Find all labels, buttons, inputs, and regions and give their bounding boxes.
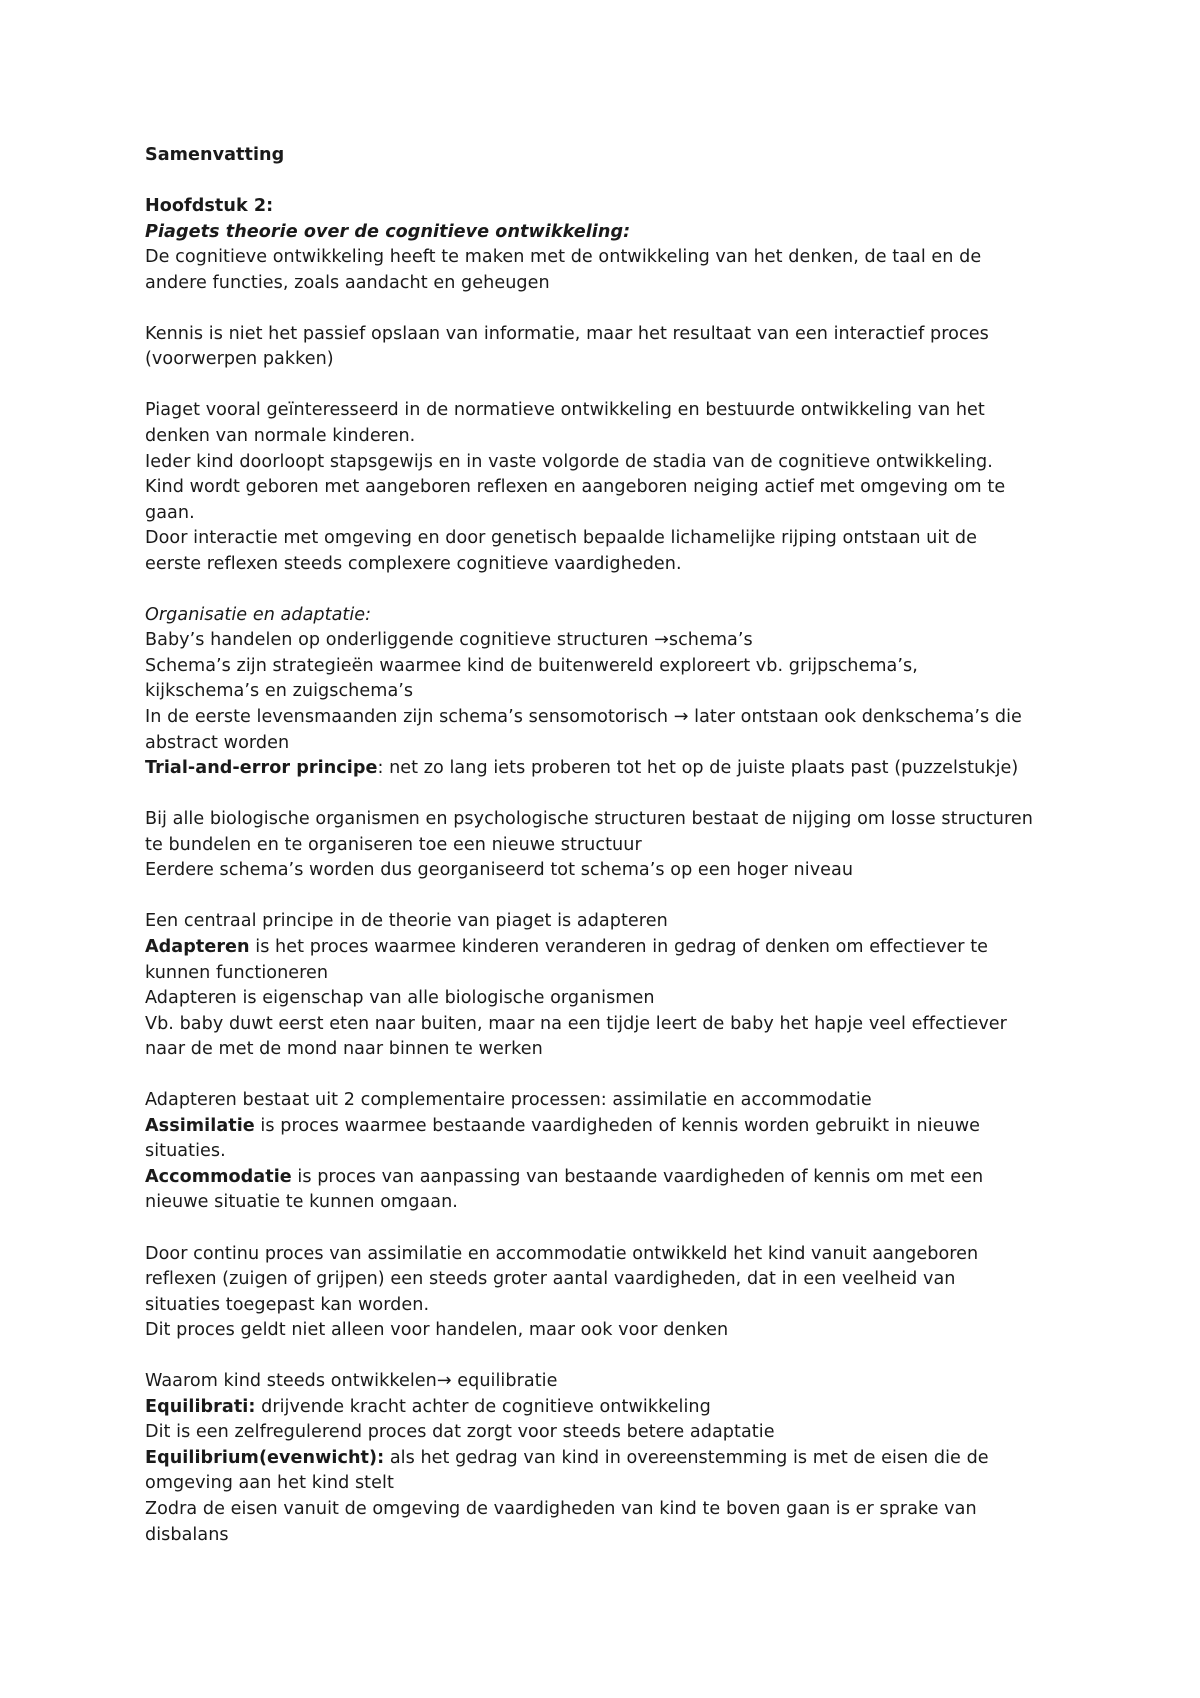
paragraph-line: andere functies, zoals aandacht en geheugen (145, 272, 550, 293)
paragraph-line: te bundelen en te organiseren toe een nieuwe structuur (145, 834, 642, 855)
paragraph-line: Door continu proces van assimilatie en accommodatie ontwikkeld het kind vanuit aangeboren (145, 1243, 979, 1264)
paragraph-line: Baby’s handelen op onderliggende cognitieve structuren →schema’s (145, 630, 753, 651)
term-accommodatie: Accommodatie (145, 1166, 292, 1187)
spacer (145, 1216, 1075, 1242)
definition-assimilatie (145, 1114, 1075, 1140)
term-equilibrati: Equilibrati: (145, 1396, 256, 1417)
paragraph-line: Schema’s zijn strategieën waarmee kind de buitenwereld exploreert vb. grijpschema’s, (145, 655, 918, 676)
paragraph-line: Dit is een zelfregulerend proces dat zorgt voor steeds betere adaptatie (145, 1422, 775, 1443)
paragraph-line: De cognitieve ontwikkeling heeft te maken met de ontwikkeling van het denken, de taal en de (145, 247, 982, 268)
paragraph-line: Ieder kind doorloopt stapsgewijs en in vaste volgorde de stadia van de cognitieve ontwikkeling. (145, 451, 993, 472)
spacer (145, 1063, 1075, 1089)
spacer (145, 577, 1075, 603)
definition-equilibrati (145, 1395, 1075, 1421)
spacer (145, 373, 1075, 399)
spacer (145, 884, 1075, 910)
definition-trial-and-error (145, 756, 1075, 782)
subheading-organisatie: Organisatie en adaptatie: (145, 604, 372, 625)
paragraph-line: nieuwe situatie te kunnen omgaan. (145, 1192, 458, 1213)
paragraph-line: Eerdere schema’s worden dus georganiseerd tot schema’s op een hoger niveau (145, 860, 854, 881)
definition-text: drijvende kracht achter de cognitieve ontwikkeling (255, 1396, 711, 1417)
spacer (145, 782, 1075, 808)
paragraph-line: kunnen functioneren (145, 962, 329, 983)
definition-adapteren (145, 935, 1075, 961)
paragraph-line: Adapteren is eigenschap van alle biologische organismen (145, 988, 655, 1009)
chapter-heading: Hoofdstuk 2: (145, 196, 274, 217)
section-heading: Piagets theorie over de cognitieve ontwikkeling: (145, 221, 631, 242)
paragraph-line: denken van normale kinderen. (145, 426, 416, 447)
paragraph-line: Kind wordt geboren met aangeboren reflexen en aangeboren neiging actief met omgeving om te (145, 477, 1006, 498)
paragraph-line: Zodra de eisen vanuit de omgeving de vaardigheden van kind te boven gaan is er sprake van (145, 1498, 977, 1519)
paragraph-line: In de eerste levensmaanden zijn schema’s sensomotorisch → later ontstaan ook denkschema’s die (145, 707, 1022, 728)
paragraph-line: Piaget vooral geïnteresseerd in de normatieve ontwikkeling en bestuurde ontwikkeling van het (145, 400, 985, 421)
definition-text: is het proces waarmee kinderen veranderen in gedrag of denken om effectiever te (249, 936, 989, 957)
document-title: Samenvatting (145, 145, 285, 165)
paragraph-line: situaties toegepast kan worden. (145, 1294, 430, 1315)
paragraph-line: Door interactie met omgeving en door genetisch bepaalde lichamelijke rijping ontstaan uit de (145, 528, 978, 549)
paragraph-line: Vb. baby duwt eerst eten naar buiten, maar na een tijdje leert de baby het hapje veel effectiever (145, 1013, 1007, 1034)
paragraph-line: Waarom kind steeds ontwikkelen→ equilibratie (145, 1371, 558, 1392)
paragraph-line: omgeving aan het kind stelt (145, 1473, 394, 1494)
paragraph-line: situaties. (145, 1141, 226, 1162)
paragraph-line: Adapteren bestaat uit 2 complementaire processen: assimilatie en accommodatie (145, 1090, 872, 1111)
spacer (145, 169, 1075, 195)
definition-accommodatie (145, 1165, 1075, 1191)
paragraph-line: reflexen (zuigen of grijpen) een steeds groter aantal vaardigheden, dat in een veelheid van (145, 1269, 956, 1290)
paragraph-line: naar de met de mond naar binnen te werken (145, 1039, 543, 1060)
spacer (145, 296, 1075, 322)
paragraph-line: eerste reflexen steeds complexere cognitieve vaardigheden. (145, 553, 682, 574)
paragraph-line: Bij alle biologische organismen en psychologische structuren bestaat de nijging om losse structuren (145, 809, 1033, 830)
term-equilibrium: Equilibrium(evenwicht): (145, 1447, 385, 1468)
paragraph-line: gaan. (145, 502, 195, 523)
spacer (145, 1344, 1075, 1370)
paragraph-line: disbalans (145, 1524, 229, 1545)
term-trial-and-error: Trial-and-error principe (145, 758, 378, 779)
document-page (145, 143, 1075, 1548)
definition-text: is proces waarmee bestaande vaardigheden of kennis worden gebruikt in nieuwe (254, 1115, 981, 1136)
paragraph-line: Een centraal principe in de theorie van piaget is adapteren (145, 911, 668, 932)
definition-text: : net zo lang iets proberen tot het op de juiste plaats past (puzzelstukje) (377, 758, 1019, 779)
paragraph-line: Kennis is niet het passief opslaan van informatie, maar het resultaat van een interactief proces (145, 323, 989, 344)
paragraph-line: abstract worden (145, 732, 290, 753)
definition-text: is proces van aanpassing van bestaande vaardigheden of kennis om met een (291, 1166, 984, 1187)
paragraph-line: kijkschema’s en zuigschema’s (145, 681, 414, 702)
term-assimilatie: Assimilatie (145, 1115, 255, 1136)
definition-equilibrium (145, 1446, 1075, 1472)
paragraph-line: Dit proces geldt niet alleen voor handelen, maar ook voor denken (145, 1320, 729, 1341)
definition-text: als het gedrag van kind in overeenstemming is met de eisen die de (384, 1447, 989, 1468)
term-adapteren: Adapteren (145, 936, 250, 957)
paragraph-line: (voorwerpen pakken) (145, 349, 334, 370)
